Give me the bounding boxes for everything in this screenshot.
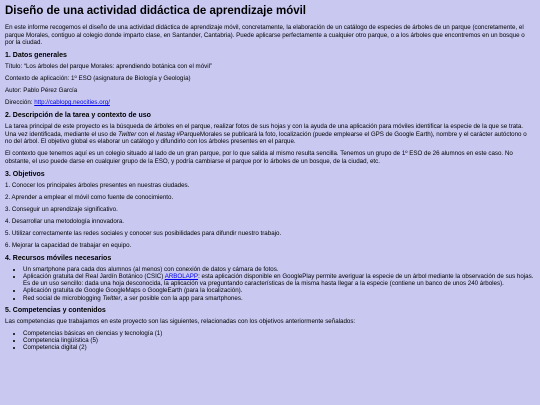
section-heading-objetivos: 3. Objetivos: [5, 170, 45, 178]
recursos-list: [5, 266, 535, 302]
datos-autor: Autor: Pablo Pérez García: [5, 87, 78, 95]
list-item: [23, 273, 535, 287]
datos-direccion: [5, 99, 535, 107]
competencias-list: [5, 330, 535, 352]
direccion-label: Dirección:: [5, 99, 35, 107]
objetivo-item: 1. Conocer los principales árboles presentes en nuestras ciudades.: [5, 181, 190, 189]
list-item: • Un smartphone para cada dos alumnos (al menos) con conexión de datos y cámara de fotos.: [23, 266, 535, 273]
list-item: • Competencia lingüística (5): [23, 337, 535, 344]
list-item: • Competencia digital (2): [23, 344, 535, 351]
section-heading-descripcion: 2. Descripción de la tarea y contexto de uso: [5, 112, 151, 120]
intro-paragraph: En este informe recogemos el diseño de una actividad didáctica de aprendizaje móvil, concretamente, la elaboración de un catálogo de especies de árboles de un parque (concretamente, el parque Morales, contiguo al colegio donde imparto clase, en Santander, Cantabria). Puede aplicarse perfectamente a cualquier otro parque, o a los árboles que encontremos en un bosque o por la ciudad.: [5, 24, 525, 47]
section-heading-competencias: 5. Competencias y contenidos: [5, 306, 106, 314]
text-run: #ParqueMorales se publicará la foto, localización (puede emplearse el GPS de Google Earth), nombre y el carácter autóctono o no del árbol. El objetivo global es elaborar un catálogo y difundirlo con los árboles presentes en el parque.: [5, 130, 527, 146]
section-heading-recursos: 4. Recursos móviles necesarios: [5, 254, 112, 262]
list-item: • Competencias básicas en ciencias y tecnología (1): [23, 330, 535, 337]
text-run: Red social de microblogging: [23, 294, 103, 302]
objetivo-item: 6. Mejorar la capacidad de trabajar en equipo.: [5, 241, 132, 249]
datos-titulo: Título: “Los árboles del parque Morales: aprendiendo botánica con el móvil”: [5, 63, 213, 71]
page-title: Diseño de una actividad didáctica de aprendizaje móvil: [5, 5, 307, 17]
objetivo-item: 5. Utilizar correctamente las redes sociales y conocer sus posibilidades para difundir nuestro trabajo.: [5, 229, 282, 237]
descripcion-paragraph-1: [5, 123, 535, 146]
objetivo-item: 4. Desarrollar una metodología innovadora.: [5, 217, 125, 225]
list-item: [23, 295, 535, 302]
text-run: , a ser posible con la app para smartphones.: [120, 294, 243, 302]
objetivo-item: 2. Aprender a emplear el móvil como fuente de conocimiento.: [5, 193, 174, 201]
competencias-intro: Las competencias que trabajamos en este proyecto son las siguientes, relacionadas con los objetivos anteriormente señalados:: [5, 317, 356, 325]
text-run: con el: [136, 130, 157, 138]
text-run: : esta aplicación disponible en GooglePlay permite averiguar la especie de un árbol mediante la observación de sus hojas. Es de un uso sencillo: dada una hoja desconocida, la aplicación va preguntando características de la misma hasta llegar a la especie (contiene un banco de unos 240 árboles).: [23, 272, 534, 288]
descripcion-paragraph-2: El contexto que tenemos aquí es un colegio situado al lado de un gran parque, por lo que salida al mismo resulta sencilla. Tenemos un grupo de 1º ESO de 26 alumnos en este caso. No obstante, el uso puede darse en cualquier grupo de la ESO, y podría cambiarse el parque por lo árboles de un bosque, de la ciudad, etc.: [5, 150, 513, 165]
objetivo-item: 3. Conseguir un aprendizaje significativo.: [5, 205, 118, 213]
section-heading-datos: 1. Datos generales: [5, 52, 67, 60]
text-run: Aplicación gratuita del Real Jardín Botánico (CSIC): [23, 272, 165, 280]
twitter-em: Twitter: [102, 294, 121, 302]
text-run: La tarea principal de este proyecto es la búsqueda de árboles en el parque, realizar fotos de sus hojas y con la ayuda de una aplicación para móviles identificar la especie de la que se trata. Una vez identificada, mediante el uso de: [5, 123, 524, 138]
datos-contexto: Contexto de aplicación: 1º ESO (asignatura de Biología y Geología): [5, 75, 191, 83]
arbolapp-link[interactable]: ARBOLAPP: [164, 272, 199, 280]
list-item: • Aplicación gratuita de Google GoogleMaps o GoogleEarth (para la localización).: [23, 287, 535, 294]
direccion-link[interactable]: http://cablopg.neocities.org/: [34, 99, 110, 107]
twitter-em: Twitter: [118, 130, 137, 138]
hashtag-em: hastag: [156, 130, 175, 138]
